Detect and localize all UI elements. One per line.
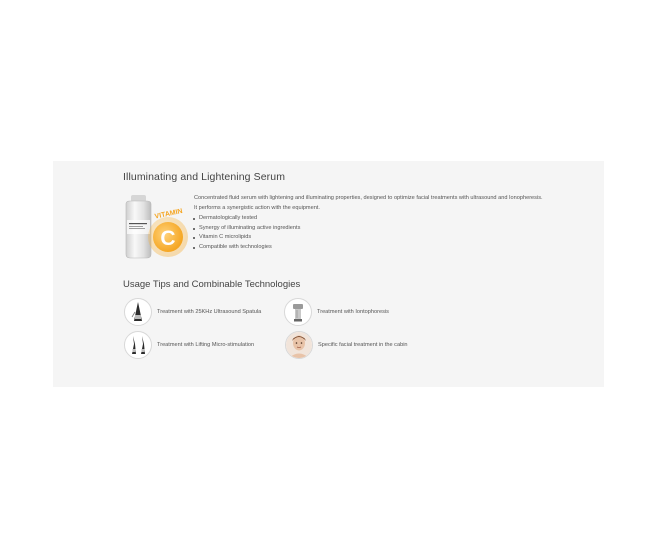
usage-tip-label: Treatment with Iontophoresis [317, 309, 389, 315]
description-line: Concentrated fluid serum with lightening and illuminating properties, designed to optimize facial treatments with ultrasound and Ionopheresis. [194, 195, 543, 201]
vitamin-letter: C [160, 227, 176, 250]
feature-list [193, 214, 300, 252]
feature-item: Compatible with technologies [193, 243, 300, 253]
facial-treatment-icon [285, 331, 313, 359]
vitamin-badge-text: VITAMIN [154, 207, 184, 221]
usage-tip-label: Treatment with Lifting Micro-stimulation [157, 342, 255, 348]
feature-item: Synergy of illuminating active ingredients [193, 224, 300, 234]
description-line: It performs a synergistic action with the equipment. [194, 204, 320, 211]
product-description [194, 194, 599, 213]
product-image [118, 192, 190, 262]
usage-tip-label: Treatment with 25KHz Ultrasound Spatula [157, 309, 262, 315]
feature-item: Dermatologically tested [193, 214, 300, 224]
usage-tip-label: Specific facial treatment in the cabin [318, 342, 408, 348]
micro-stimulation-icon [124, 331, 152, 359]
ultrasound-spatula-icon [124, 298, 152, 326]
usage-tip-iontophoresis [284, 298, 389, 326]
usage-title: Usage Tips and Combinable Technologies [123, 279, 301, 290]
feature-item: Vitamin C microlipids [193, 233, 300, 243]
usage-tip-facial-cabin [285, 331, 408, 359]
usage-tip-micro-stimulation [124, 331, 254, 359]
product-title: Illuminating and Lightening Serum [123, 171, 286, 183]
iontophoresis-icon [284, 298, 312, 326]
serum-bottle-icon [118, 192, 190, 262]
usage-tip-ultrasound [124, 298, 261, 326]
